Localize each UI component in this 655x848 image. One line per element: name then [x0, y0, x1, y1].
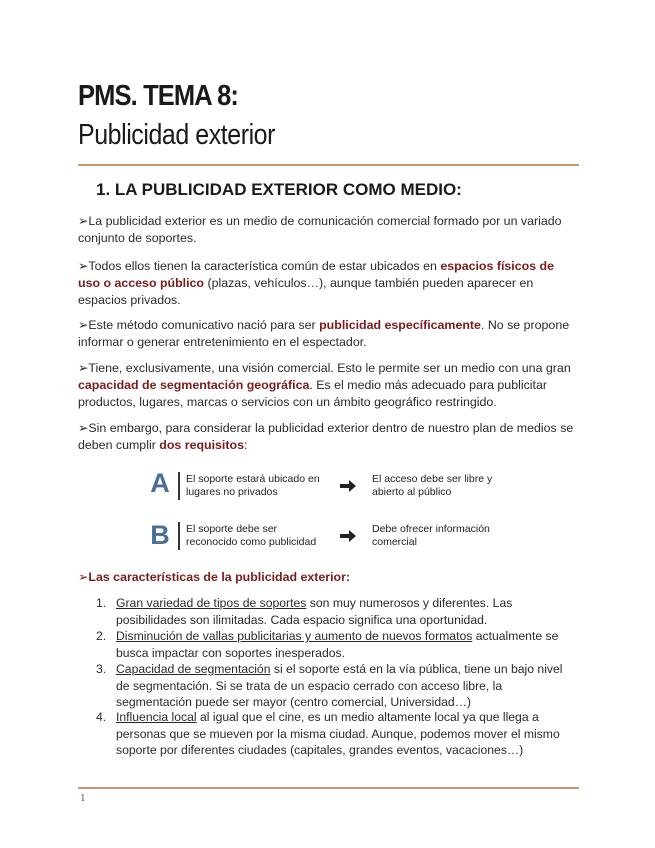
- requirement-b-condition-line2: reconocido como publicidad: [186, 536, 317, 548]
- paragraph-5-highlight: dos requisitos: [159, 438, 244, 452]
- list-item-description: son muy numerosos y diferentes. Las posibilidades son ilimitadas. Cada espacio significa una oportunidad.: [116, 596, 513, 627]
- paragraph-4-text-end: . Es el medio más adecuado para publicitar productos, lugares, marcas o servicios con un ámbito geográfico restringido.: [78, 378, 547, 409]
- paragraph-3-highlight: publicidad específicamente: [319, 318, 481, 332]
- requirement-a-condition-line2: lugares no privados: [186, 486, 278, 498]
- paragraph-4-text: ➢Tiene, exclusivamente, una visión comercial. Esto le permite ser un medio con una gran: [78, 361, 571, 375]
- requirement-b-condition-line1: El soporte debe ser: [186, 523, 278, 535]
- paragraph-3-text-end: . No se propone informar o generar entretenimiento en el espectador.: [78, 318, 570, 349]
- list-item-number: 3.: [96, 662, 107, 676]
- requirement-b-letter: B: [150, 520, 170, 550]
- paragraph-3: [78, 317, 578, 351]
- list-item: [96, 628, 578, 661]
- requirement-b-bar: [178, 522, 180, 550]
- requirement-a-condition: [186, 473, 320, 499]
- arrow-right-icon: [340, 530, 356, 542]
- requirement-a-result-line2: abierto al público: [372, 486, 452, 498]
- paragraph-1-text: ➢La publicidad exterior es un medio de comunicación comercial formado por un variado conjunto de soportes.: [78, 214, 562, 245]
- requirement-b-result-line2: comercial: [372, 536, 417, 548]
- footer-divider: [78, 787, 579, 789]
- list-item: [96, 661, 578, 711]
- list-item: [96, 595, 578, 628]
- requirement-a-letter: A: [150, 468, 170, 498]
- arrow-right-icon: [340, 480, 356, 492]
- paragraph-2: [78, 258, 578, 309]
- paragraph-4: [78, 360, 578, 411]
- list-item-term: Capacidad de segmentación: [116, 662, 271, 676]
- paragraph-2-text-end: (plazas, vehículos…), aunque también pueden aparecer en espacios privados.: [78, 276, 534, 307]
- paragraph-2-highlight: espacios físicos de uso o acceso público: [78, 259, 554, 290]
- requirements-diagram: [148, 470, 508, 552]
- paragraph-4-highlight: capacidad de segmentación geográfica: [78, 378, 310, 392]
- list-item-number: 2.: [96, 629, 107, 643]
- list-item-description: al igual que el cine, es un medio altamente local ya que llega a personas que se mueven por la misma ciudad. Aunque, podemos mover el mismo soporte por diferentes ciudades (capitales, grandes eventos, vacaciones…): [116, 710, 560, 757]
- list-item-number: 1.: [96, 596, 107, 610]
- requirement-a-condition-line1: El soporte estará ubicado en: [186, 473, 320, 485]
- paragraph-5-text-end: :: [243, 438, 248, 452]
- requirement-a-result-line1: El acceso debe ser libre y: [372, 473, 493, 485]
- requirement-b-condition: [186, 523, 316, 549]
- requirement-a-bar: [178, 472, 180, 500]
- section-heading: 1. LA PUBLICIDAD EXTERIOR COMO MEDIO:: [96, 180, 462, 199]
- list-item-description: si el soporte está en la vía pública, tiene un bajo nivel de segmentación. Si se trata de un espacio cerrado con acceso libre, la segmentación puede ser mayor (centro comercial, Universidad…): [116, 662, 563, 709]
- characteristics-title: ➢Las características de la publicidad exterior:: [78, 570, 351, 584]
- paragraph-2-text: ➢Todos ellos tienen la característica común de estar ubicados en: [78, 259, 441, 273]
- list-item-term: Gran variedad de tipos de soportes: [116, 596, 307, 610]
- paragraph-1: [78, 213, 578, 247]
- paragraph-5: [78, 420, 578, 454]
- list-item-description: actualmente se busca impactar con soportes inesperados.: [116, 629, 559, 660]
- header-divider: [78, 164, 579, 166]
- document-subtitle: Publicidad exterior: [78, 119, 276, 151]
- document-title: PMS. TEMA 8:: [78, 80, 239, 112]
- list-item-number: 4.: [96, 710, 107, 724]
- page-number: 1: [80, 792, 86, 804]
- list-item-term: Disminución de vallas publicitarias y aumento de nuevos formatos: [116, 629, 473, 643]
- paragraph-3-text: ➢Este método comunicativo nació para ser: [78, 318, 320, 332]
- paragraph-5-text: ➢Sin embargo, para considerar la publicidad exterior dentro de nuestro plan de medios se deben cumplir: [78, 421, 574, 452]
- requirement-b-result-line1: Debe ofrecer información: [372, 523, 490, 535]
- requirement-a-result: [372, 473, 492, 499]
- list-item-term: Influencia local: [116, 710, 197, 724]
- requirement-b-result: [372, 523, 490, 549]
- list-item: [96, 709, 578, 759]
